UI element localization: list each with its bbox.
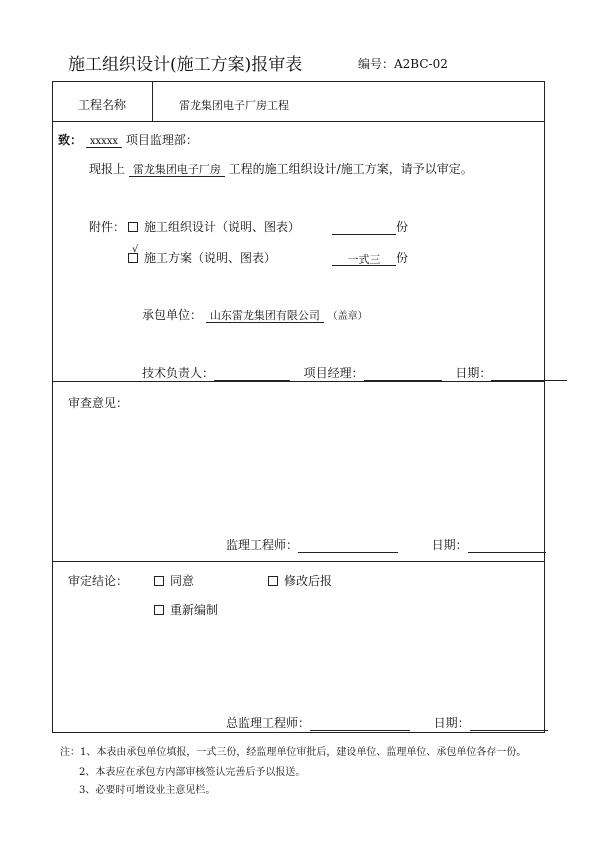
- submission-date-blank: [491, 366, 567, 381]
- page-title: 施工组织设计(施工方案)报审表: [68, 55, 303, 75]
- option-redo: [154, 601, 218, 618]
- submission-text-suffix: 工程的施工组织设计/施工方案，请予以审定。: [228, 162, 473, 176]
- chief-date-blank: [470, 716, 548, 731]
- project-name-value: 雷龙集团电子厂房工程: [179, 99, 289, 112]
- note-2: 2、本表应在承包方内部审核签认完善后予以报送。: [79, 767, 306, 778]
- chief-engineer-blank: [310, 716, 410, 731]
- addressee-value: xxxxx: [86, 136, 122, 148]
- contractor-seal: （盖章）: [327, 311, 368, 322]
- divider-project: [52, 121, 545, 122]
- checkmark-att2: √: [132, 244, 139, 255]
- review-engineer-blank: [298, 538, 398, 553]
- checkbox-att1: [128, 222, 138, 232]
- attachment-1-unit: 份: [396, 220, 409, 234]
- addressee-suffix: 项目监理部：: [125, 133, 198, 147]
- divider-review: [52, 381, 545, 382]
- option-revise: [268, 572, 332, 589]
- option-agree: [154, 572, 194, 589]
- chief-date-label: 日期：: [433, 716, 470, 730]
- attachment-1-count: [332, 218, 408, 235]
- signature-line: [142, 364, 567, 381]
- checkbox-redo: [154, 605, 164, 615]
- addressee-line: [58, 131, 198, 148]
- option-revise-label: 修改后报: [284, 574, 333, 588]
- submission-text-project: 雷龙集团电子厂房: [129, 163, 225, 177]
- attachments-label: 附件：: [89, 220, 126, 234]
- tech-lead-label: 技术负责人：: [142, 366, 215, 380]
- contractor-value: 山东雷龙集团有限公司: [206, 309, 324, 323]
- checkbox-agree: [154, 576, 164, 586]
- attachment-1-blank: [332, 220, 396, 235]
- note-3: 3、必要时可增设业主意见栏。: [79, 785, 216, 796]
- project-manager-blank: [364, 366, 442, 381]
- option-redo-label: 重新编制: [170, 603, 219, 617]
- attachment-2-label: 施工方案（说明、图表）: [144, 251, 277, 265]
- review-opinion-label: 审查意见：: [68, 396, 129, 410]
- attachment-1: [128, 218, 300, 235]
- submission-date-label: 日期：: [455, 366, 492, 380]
- note-1: 注：1、本表由承包单位填报，一式三份，经监理单位审批后，建设单位、监理单位、承包单位各存一份。: [60, 747, 527, 758]
- divider-project-vertical: [152, 81, 153, 121]
- addressee-prefix: 致：: [58, 133, 83, 147]
- project-name-label: 工程名称: [78, 98, 127, 112]
- review-engineer-label: 监理工程师：: [226, 538, 299, 552]
- checkbox-att2: [128, 253, 138, 263]
- project-manager-label: 项目经理：: [303, 366, 364, 380]
- attachment-2: [128, 249, 276, 266]
- chief-engineer-label: 总监理工程师：: [226, 716, 311, 730]
- form-code: 编号：A2BC-02: [358, 57, 448, 71]
- attachment-2-count: [332, 249, 408, 266]
- attachment-1-label: 施工组织设计（说明、图表）: [144, 220, 301, 234]
- review-date-label: 日期：: [431, 538, 468, 552]
- option-agree-label: 同意: [170, 574, 195, 588]
- review-signature-line: [226, 536, 546, 553]
- chief-signature-line: [226, 714, 548, 731]
- conclusion-label: 审定结论：: [68, 574, 129, 588]
- attachment-2-count-value: 一式三: [332, 251, 396, 266]
- submission-text: [89, 160, 473, 177]
- divider-conclusion: [52, 561, 545, 562]
- checkbox-revise: [268, 576, 278, 586]
- attachment-2-unit: 份: [396, 251, 409, 265]
- tech-lead-blank: [214, 366, 290, 381]
- submission-text-prefix: 现报上: [89, 162, 126, 176]
- review-date-blank: [468, 538, 546, 553]
- contractor-line: [142, 306, 368, 323]
- contractor-label: 承包单位：: [142, 308, 203, 322]
